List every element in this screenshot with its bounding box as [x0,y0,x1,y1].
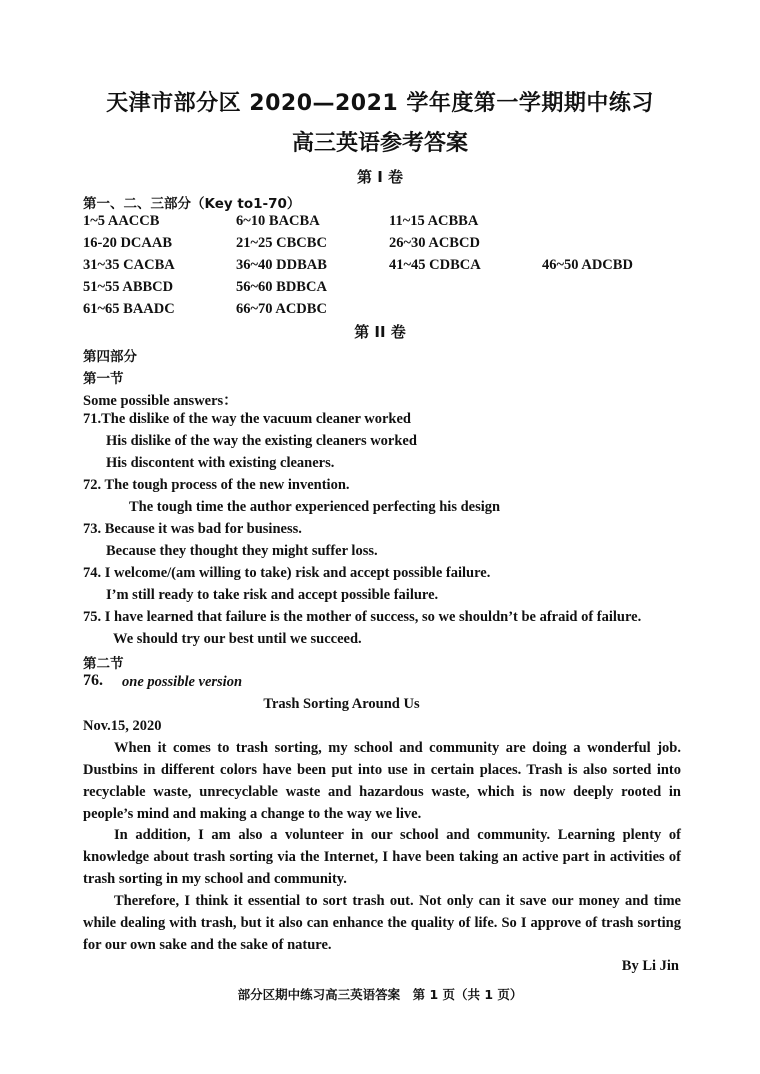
answer-line: We should try our best until we succeed. [113,631,362,647]
answer-cell: 56~60 BDBCA [236,279,327,295]
answer-line: 75. I have learned that failure is the mother of success, so we shouldn’t be afraid of failure. [83,609,642,625]
answer-line: 71.The dislike of the way the vacuum cleaner worked [83,411,411,427]
page-subtitle: 高三英语参考答案 [291,131,468,156]
volume-1-heading: 第 I 卷 [356,168,404,186]
answer-line: 72. The tough process of the new invention. [83,477,350,493]
section2-heading: 第二节 [83,656,124,672]
answer-cell: 66~70 ACDBC [236,301,327,317]
answer-line: I’m still ready to take risk and accept possible failure. [106,587,439,603]
answer-line: The tough time the author experienced perfecting his design [129,499,501,515]
answer-cell: 11~15 ACBBA [389,213,479,229]
question-76-number: 76. [83,672,103,689]
answer-cell: 6~10 BACBA [236,213,320,229]
part1-heading: 第一、二、三部分（Key to1-70） [83,196,301,212]
essay-title: Trash Sorting Around Us [263,696,420,712]
answer-cell: 31~35 CACBA [83,257,175,273]
answer-cell: 21~25 CBCBC [236,235,327,251]
answer-line: 73. Because it was bad for business. [83,521,302,537]
answer-cell: 61~65 BAADC [83,301,175,317]
page-footer: 部分区期中练习高三英语答案 第 1 页（共 1 页） [237,987,523,1002]
essay-signature: By Li Jin [621,958,679,974]
part4-heading: 第四部分 [83,349,137,365]
answer-line: Because they thought they might suffer loss. [106,543,378,559]
answer-cell: 26~30 ACBCD [389,235,480,251]
essay-paragraph: When it comes to trash sorting, my school and community are doing a wonderful job. Dustbins in different colors have been put into use in certain places. Trash is also sorted into recyclable waste, unrecyclable waste and hazardous waste, which is now deeply rooted in people’s mind and making a change to the way we live. [83,740,681,822]
answer-cell: 16-20 DCAAB [83,235,173,251]
essay-paragraph: Therefore, I think it essential to sort trash out. Not only can it save our money and time while dealing with trash, but it also can enhance the quality of life. So I approve of trash sorting for our own sake and the sake of nature. [83,893,681,953]
page-title: 天津市部分区 2020—2021 学年度第一学期期中练习 [106,91,654,116]
answer-line: His dislike of the way the existing cleaners worked [106,433,417,449]
volume-2-heading: 第 II 卷 [354,323,406,341]
intro-text: Some possible answers： [83,393,238,409]
answer-cell: 51~55 ABBCD [83,279,174,295]
version-note: one possible version [122,674,243,690]
essay-date: Nov.15, 2020 [83,718,162,734]
section1-heading: 第一节 [83,371,124,387]
answer-line: His discontent with existing cleaners. [106,455,335,471]
answer-cell: 36~40 DDBAB [236,257,327,273]
essay-paragraph: In addition, I am also a volunteer in our school and community. Learning plenty of knowledge about trash sorting via the Internet, I have been taking an active part in activities of trash sorting in my school and community. [83,827,681,887]
answer-cell: 1~5 AACCB [83,213,160,229]
answer-cell: 41~45 CDBCA [389,257,481,273]
answer-cell: 46~50 ADCBD [542,257,633,273]
answer-line: 74. I welcome/(am willing to take) risk and accept possible failure. [83,565,491,581]
